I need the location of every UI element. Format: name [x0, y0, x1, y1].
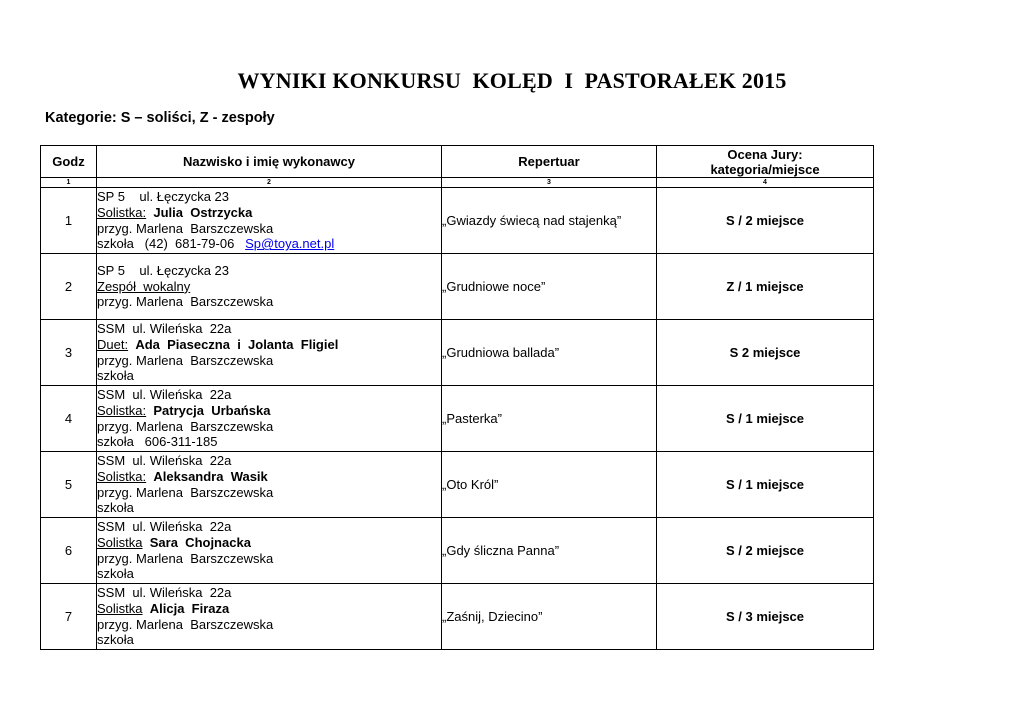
column-number: 4: [657, 178, 874, 188]
row-performer: [97, 254, 442, 320]
table-row: [41, 254, 874, 320]
performer-name: Alicja Firaza: [149, 600, 230, 616]
categories-legend: Kategorie: S – soliści, Z - zespoły: [45, 110, 275, 126]
row-rating: S / 3 miejsce: [657, 584, 874, 650]
performer-address: SSM ul. Wileńska 22a: [97, 387, 232, 403]
email-link[interactable]: Sp@toya.net.pl: [245, 236, 335, 252]
row-performer: [97, 320, 442, 386]
performer-school-line: [97, 566, 441, 582]
row-rating: S / 2 miejsce: [657, 188, 874, 254]
row-repertoire: „Grudniowa ballada”: [442, 320, 657, 386]
header-jury-rating-line1: Ocena Jury:: [727, 146, 803, 162]
performer-role: Solistka:: [97, 402, 147, 418]
row-godz: 1: [41, 188, 97, 254]
performer-school: szkoła: [97, 566, 134, 582]
row-rating: S / 1 miejsce: [657, 452, 874, 518]
performer-role-line: [97, 601, 441, 617]
table-row: [41, 584, 874, 650]
header-jury-rating: [657, 146, 874, 178]
column-number-row: [41, 178, 874, 188]
performer-teacher: przyg. Marlena Barszczewska: [97, 484, 274, 500]
table-row: [41, 452, 874, 518]
column-number: 3: [442, 178, 657, 188]
performer-role-line: [97, 469, 441, 485]
performer-role-line: [97, 337, 441, 353]
performer-school: szkoła 606-311-185: [97, 434, 218, 450]
performer-role-line: [97, 205, 441, 221]
performer-teacher: przyg. Marlena Barszczewska: [97, 616, 274, 632]
performer-role: Duet:: [97, 336, 129, 352]
performer-school: szkoła: [97, 500, 134, 516]
row-performer: [97, 386, 442, 452]
performer-teacher: przyg. Marlena Barszczewska: [97, 220, 274, 236]
row-repertoire: „Gdy śliczna Panna”: [442, 518, 657, 584]
performer-role-line: [97, 403, 441, 419]
header-performer: Nazwisko i imię wykonawcy: [97, 146, 442, 178]
row-godz: 6: [41, 518, 97, 584]
row-godz: 2: [41, 254, 97, 320]
document-title: WYNIKI KONKURSU KOLĘD I PASTORAŁEK 2015: [237, 68, 787, 93]
performer-school-line: [97, 368, 441, 384]
performer-role: Zespół wokalny: [97, 278, 191, 294]
performer-school: szkoła (42) 681-79-06: [97, 236, 246, 252]
performer-name: Julia Ostrzycka: [153, 204, 253, 220]
performer-teacher: przyg. Marlena Barszczewska: [97, 550, 274, 566]
header-jury-rating-line2: kategoria/miejsce: [710, 161, 820, 177]
performer-name: Patrycja Urbańska: [153, 402, 271, 418]
row-performer: [97, 584, 442, 650]
row-performer: [97, 452, 442, 518]
row-godz: 5: [41, 452, 97, 518]
table-row: [41, 188, 874, 254]
column-number: 2: [97, 178, 442, 188]
row-rating: S / 2 miejsce: [657, 518, 874, 584]
table-row: [41, 386, 874, 452]
performer-address: SP 5 ul. Łęczycka 23: [97, 263, 229, 279]
row-repertoire: „Zaśnij, Dziecino”: [442, 584, 657, 650]
row-rating: S / 1 miejsce: [657, 386, 874, 452]
row-performer: [97, 518, 442, 584]
performer-teacher: przyg. Marlena Barszczewska: [97, 418, 274, 434]
header-repertoire: Repertuar: [442, 146, 657, 178]
performer-school-line: [97, 236, 441, 252]
row-rating: Z / 1 miejsce: [657, 254, 874, 320]
row-repertoire: „Oto Król”: [442, 452, 657, 518]
performer-teacher: przyg. Marlena Barszczewska: [97, 352, 274, 368]
performer-name: Ada Piaseczna i Jolanta Fligiel: [135, 336, 339, 352]
row-godz: 7: [41, 584, 97, 650]
results-table: [40, 145, 874, 650]
header-row: [41, 146, 874, 178]
row-repertoire: „Pasterka”: [442, 386, 657, 452]
performer-name: Aleksandra Wasik: [153, 468, 268, 484]
performer-role-line: [97, 279, 441, 295]
performer-address: SSM ul. Wileńska 22a: [97, 585, 232, 601]
row-repertoire: „Grudniowe noce”: [442, 254, 657, 320]
row-repertoire: „Gwiazdy świecą nad stajenką”: [442, 188, 657, 254]
row-godz: 3: [41, 320, 97, 386]
header-godz: Godz: [41, 146, 97, 178]
performer-address: SP 5 ul. Łęczycka 23: [97, 189, 229, 205]
performer-school-line: [97, 632, 441, 648]
performer-address: SSM ul. Wileńska 22a: [97, 321, 232, 337]
performer-role: Solistka:: [97, 468, 147, 484]
performer-name: Sara Chojnacka: [149, 534, 251, 550]
performer-role-line: [97, 535, 441, 551]
performer-address: SSM ul. Wileńska 22a: [97, 519, 232, 535]
table-row: [41, 518, 874, 584]
performer-school-line: [97, 500, 441, 516]
performer-role: Solistka:: [97, 204, 147, 220]
column-number: 1: [41, 178, 97, 188]
performer-school-line: [97, 434, 441, 450]
performer-school: szkoła: [97, 368, 134, 384]
performer-role: Solistka: [97, 600, 143, 616]
performer-teacher: przyg. Marlena Barszczewska: [97, 294, 274, 310]
performer-role: Solistka: [97, 534, 143, 550]
table-row: [41, 320, 874, 386]
row-godz: 4: [41, 386, 97, 452]
performer-address: SSM ul. Wileńska 22a: [97, 453, 232, 469]
performer-school: szkoła: [97, 632, 134, 648]
row-rating: S 2 miejsce: [657, 320, 874, 386]
row-performer: [97, 188, 442, 254]
